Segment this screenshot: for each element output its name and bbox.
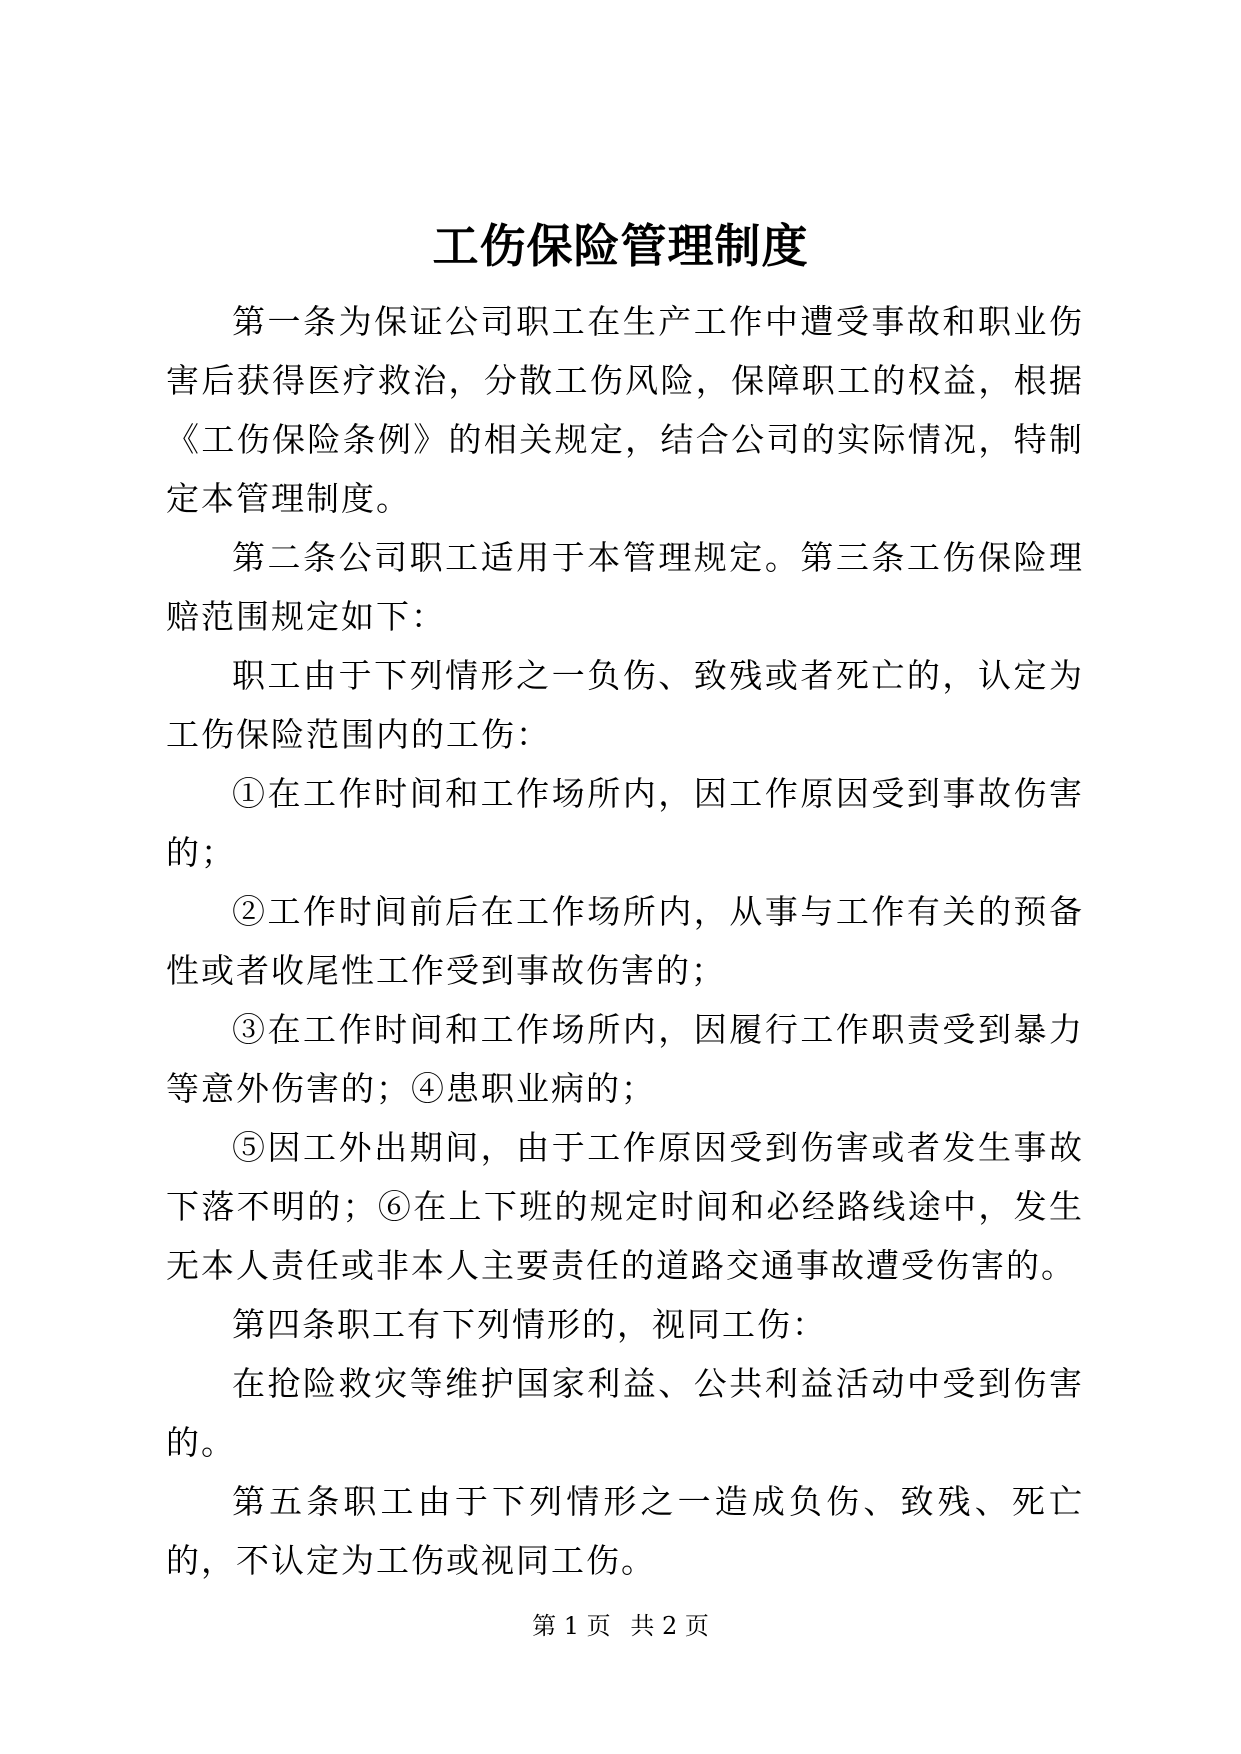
paragraph-article-1: 第一条为保证公司职工在生产工作中遭受事故和职业伤害后获得医疗救治，分散工伤风险，保障职工的权益，根据《工伤保险条例》的相关规定，结合公司的实际情况，特制定本管理制度。	[166, 302, 1084, 518]
document-body	[166, 292, 1084, 1590]
paragraph-article-4: 第四条职工有下列情形的，视同工伤：	[232, 1305, 827, 1344]
page-total: 共 2 页	[630, 1612, 709, 1640]
paragraph-injury-scope: 职工由于下列情形之一负伤、致残或者死亡的，认定为工伤保险范围内的工伤：	[166, 656, 1084, 754]
page-footer	[0, 1610, 1241, 1642]
list-item-case-2: ②工作时间前后在工作场所内，从事与工作有关的预备性或者收尾性工作受到事故伤害的；	[166, 892, 1084, 990]
list-item-case-1: ①在工作时间和工作场所内，因工作原因受到事故伤害的；	[166, 774, 1084, 872]
paragraph-rescue-case: 在抢险救灾等维护国家利益、公共利益活动中受到伤害的。	[166, 1364, 1084, 1462]
document-title: 工伤保险管理制度	[432, 219, 809, 273]
page-number: 第 1 页	[532, 1612, 611, 1640]
paragraph-article-5: 第五条职工由于下列情形之一造成负伤、致残、死亡的，不认定为工伤或视同工伤。	[166, 1482, 1084, 1580]
list-item-case-5-6: ⑤因工外出期间，由于工作原因受到伤害或者发生事故下落不明的；⑥在上下班的规定时间和必经路线途中，发生无本人责任或非本人主要责任的道路交通事故遭受伤害的。	[166, 1128, 1084, 1285]
paragraph-article-2-3: 第二条公司职工适用于本管理规定。第三条工伤保险理赔范围规定如下：	[166, 538, 1084, 636]
list-item-case-3-4: ③在工作时间和工作场所内，因履行工作职责受到暴力等意外伤害的；④患职业病的；	[166, 1010, 1084, 1108]
